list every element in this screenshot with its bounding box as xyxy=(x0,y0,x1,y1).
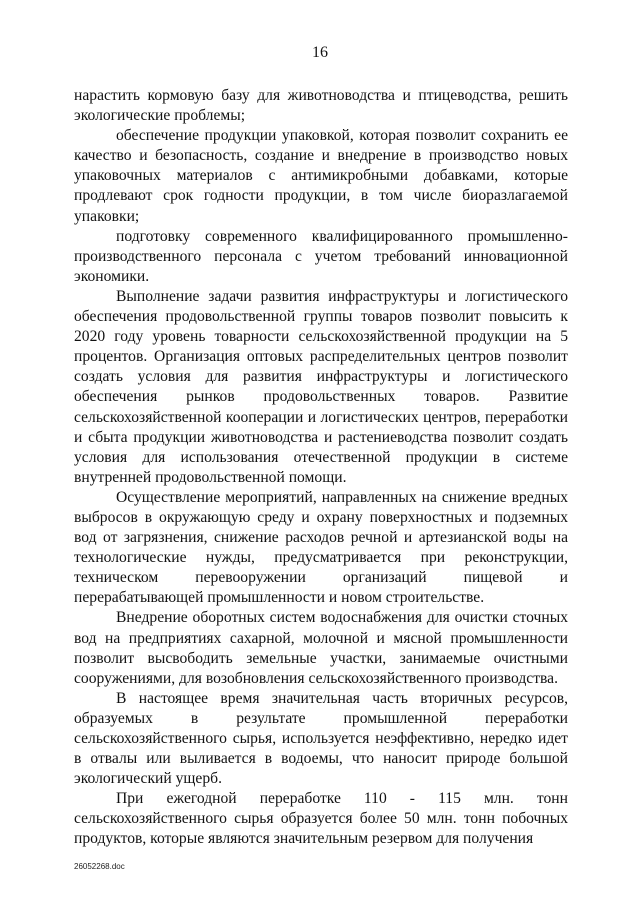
page-number: 16 xyxy=(312,44,328,61)
paragraph-7: В настоящее время значительная часть вторичных ресурсов, образуемых в результате промышленной переработки сельскохозяйственного сырья, используется неэффективно, нередко идет в отвалы или выливается в водоемы, что наносит природе большой экологический ущерб. xyxy=(74,689,568,788)
footer-filename: 26052268.doc xyxy=(74,862,125,871)
paragraph-8: При ежегодной переработке 110 - 115 млн. тонн сельскохозяйственного сырья образуется более 50 млн. тонн побочных продуктов, которые являются значительным резервом для получения xyxy=(74,790,568,848)
document-body xyxy=(74,86,568,850)
paragraph-6: Внедрение оборотных систем водоснабжения для очистки сточных вод на предприятиях сахарной, молочной и мясной промышленности позволит высвободить земельные участки, занимаемые очистными сооружениями, для возобновления сельскохозяйственного производства. xyxy=(74,609,568,687)
paragraph-4: Выполнение задачи развития инфраструктуры и логистического обеспечения продовольственной группы товаров позволит повысить к 2020 году уровень товарности сельскохозяйственной продукции на 5 процентов. Организация оптовых распределительных центров позволит создать условия для развития инфраструктуры и логистического обеспечения рынков продовольственных товаров. Развитие сельскохозяйственной кооперации и логистических центров, переработки и сбыта продукции животноводства и растениеводства позволит создать условия для использования отечественной продукции в системе внутренней продовольственной помощи. xyxy=(74,287,568,486)
paragraph-1: нарастить кормовую базу для животноводства и птицеводства, решить экологические проблемы; xyxy=(74,87,568,125)
paragraph-3: подготовку современного квалифицированного промышленно-производственного персонала с учетом требований инновационной экономики. xyxy=(74,227,568,285)
paragraph-2: обеспечение продукции упаковкой, которая позволит сохранить ее качество и безопасность, создание и внедрение в производство новых упаковочных материалов с антимикробными добавками, которые продлевают срок годности продукции, в том числе биоразлагаемой упаковки; xyxy=(74,127,568,225)
paragraph-5: Осуществление мероприятий, направленных на снижение вредных выбросов в окружающую среду и охрану поверхностных и подземных вод от загрязнения, снижение расходов речной и артезианской воды на технологические нужды, предусматривается при реконструкции, техническом перевооружении организаций пищевой и перерабатывающей промышленности и новом строительстве. xyxy=(74,488,568,607)
